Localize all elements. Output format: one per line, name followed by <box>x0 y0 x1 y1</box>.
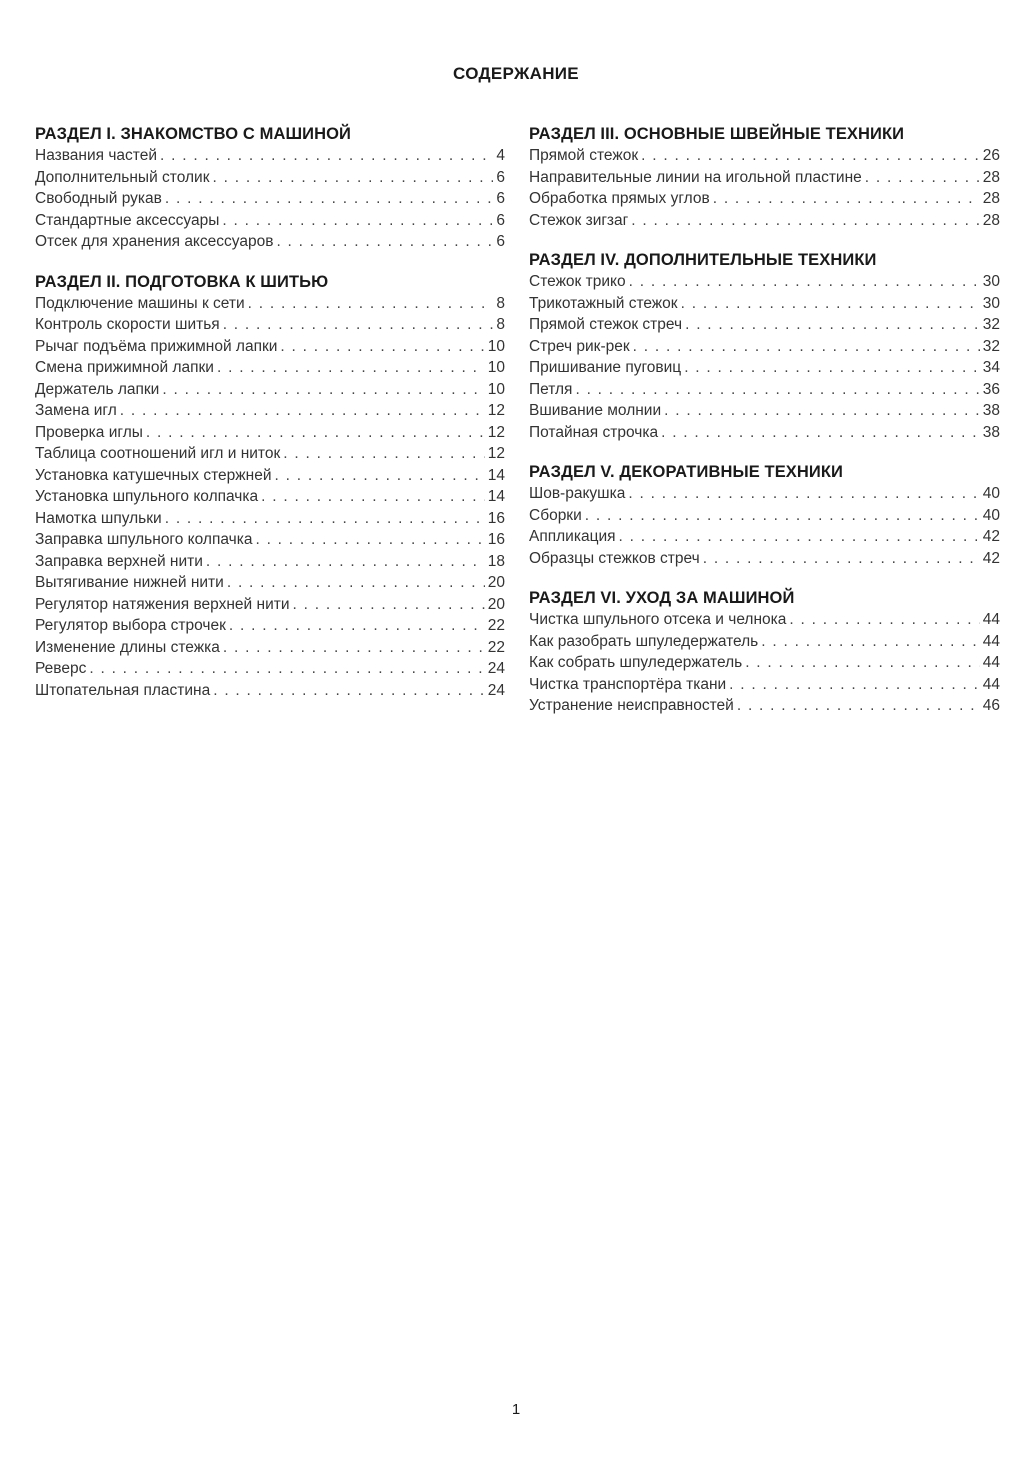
toc-entry-page: 4 <box>496 147 505 164</box>
toc-entry[interactable] <box>529 609 1000 631</box>
dot-leader <box>165 508 485 530</box>
toc-entry[interactable] <box>529 336 1000 358</box>
toc-entry-page: 12 <box>487 423 505 441</box>
toc-entry-page: 46 <box>982 697 1000 714</box>
toc-section <box>529 461 1000 569</box>
toc-entry-title: Прямой стежок стреч <box>529 316 683 333</box>
toc-entry-page: 12 <box>487 445 505 462</box>
toc-entry[interactable] <box>35 680 505 702</box>
section-heading: РАЗДЕЛ II. ПОДГОТОВКА К ШИТЬЮ <box>35 272 329 291</box>
toc-entry[interactable] <box>35 658 505 680</box>
toc-entry[interactable] <box>529 505 1000 527</box>
toc-entry-title: Установка шпульного колпачка <box>35 488 259 505</box>
toc-entry[interactable] <box>529 314 1000 336</box>
toc-entry-title: Проверка иглы <box>35 423 143 441</box>
toc-entry-page: 12 <box>487 402 505 419</box>
toc-entry[interactable] <box>529 548 1000 570</box>
toc-entry-title: Вшивание молнии <box>529 402 662 419</box>
toc-entry-title: Держатель лапки <box>35 380 160 398</box>
toc-entry-page: 36 <box>982 380 1000 398</box>
toc-entry-page: 20 <box>487 574 505 591</box>
toc-entry-page: 32 <box>982 337 1000 355</box>
dot-leader <box>628 483 979 505</box>
toc-entry-title: Названия частей <box>35 147 157 164</box>
toc-entry[interactable] <box>35 465 505 487</box>
toc-entry-page: 20 <box>487 595 505 613</box>
toc-entry-title: Стежок зигзаг <box>529 211 629 229</box>
toc-entry[interactable] <box>529 145 1000 167</box>
dot-leader <box>255 529 484 551</box>
toc-entry-page: 40 <box>982 506 1000 524</box>
toc-entry[interactable] <box>529 631 1000 653</box>
toc-entry-page: 18 <box>487 552 505 570</box>
dot-leader <box>585 505 980 527</box>
toc-entry-title: Контроль скорости шитья <box>35 316 220 333</box>
toc-entry-title: Замена игл <box>35 402 117 419</box>
toc-entry-title: Образцы стежков стреч <box>529 549 700 567</box>
dot-leader <box>293 594 485 616</box>
dot-leader <box>213 680 485 702</box>
toc-entry[interactable] <box>529 167 1000 189</box>
toc-entry-title: Регулятор натяжения верхней нити <box>35 595 290 613</box>
toc-entry-page: 24 <box>487 660 505 677</box>
toc-entry-title: Заправка верхней нити <box>35 552 203 570</box>
dot-leader <box>737 695 980 717</box>
dot-leader <box>641 145 980 167</box>
dot-leader <box>217 357 485 379</box>
toc-entry-title: Стреч рик-рек <box>529 337 630 355</box>
dot-leader <box>661 422 980 444</box>
toc-entry-page: 10 <box>487 359 505 376</box>
dot-leader <box>275 465 485 487</box>
dot-leader <box>120 400 485 422</box>
dot-leader <box>664 400 980 422</box>
toc-entry-title: Пришивание пуговиц <box>529 359 682 376</box>
toc-entry-title: Сборки <box>529 506 582 524</box>
toc-entry-page: 14 <box>487 488 505 505</box>
dot-leader <box>283 443 484 465</box>
toc-entry-title: Намотка шпульки <box>35 509 162 527</box>
toc-entry-page: 38 <box>982 423 1000 441</box>
toc-right-column <box>529 123 1000 735</box>
toc-entry-title: Установка катушечных стержней <box>35 466 272 484</box>
toc-entry[interactable] <box>35 637 505 659</box>
toc-entry-page: 28 <box>982 211 1000 229</box>
toc-entry-title: Таблица соотношений игл и ниток <box>35 445 281 462</box>
toc-entry-title: Свободный рукав <box>35 190 162 207</box>
toc-entry[interactable] <box>529 674 1000 696</box>
toc-section <box>529 587 1000 717</box>
toc-entry-title: Трикотажный стежок <box>529 294 678 312</box>
toc-entry-title: Петля <box>529 380 573 398</box>
toc-entry-title: Смена прижимной лапки <box>35 359 214 376</box>
toc-entry[interactable] <box>35 336 505 358</box>
dot-leader <box>223 637 485 659</box>
toc-entry-page: 44 <box>982 632 1000 650</box>
toc-entry[interactable] <box>529 210 1000 232</box>
dot-leader <box>162 379 484 401</box>
dot-leader <box>619 526 980 548</box>
toc-entry-title: Вытягивание нижней нити <box>35 574 224 591</box>
toc-entry-page: 42 <box>982 528 1000 545</box>
toc-entry-page: 8 <box>496 294 505 312</box>
section-heading: РАЗДЕЛ IV. ДОПОЛНИТЕЛЬНЫЕ ТЕХНИКИ <box>529 251 877 269</box>
toc-entry-title: Стежок трико <box>529 273 626 290</box>
section-heading: РАЗДЕЛ V. ДЕКОРАТИВНЫЕ ТЕХНИКИ <box>529 463 844 481</box>
toc-entry-title: Дополнительный столик <box>35 168 210 186</box>
toc-entry-page: 28 <box>982 190 1000 207</box>
toc-section <box>529 249 1000 443</box>
dot-leader <box>276 231 493 253</box>
section-heading: РАЗДЕЛ VI. УХОД ЗА МАШИНОЙ <box>529 589 795 607</box>
toc-entry[interactable] <box>529 526 1000 548</box>
toc-entry-title: Прямой стежок <box>529 147 639 164</box>
toc-entry[interactable] <box>35 551 505 573</box>
dot-leader <box>89 658 484 680</box>
toc-entry-page: 6 <box>496 211 505 229</box>
toc-entry-page: 24 <box>487 681 505 699</box>
toc-entry-title: Регулятор выбора строчек <box>35 617 226 634</box>
toc-entry-page: 44 <box>982 611 1000 628</box>
toc-entry-page: 6 <box>496 168 505 186</box>
toc-entry[interactable] <box>35 594 505 616</box>
toc-entry-title: Потайная строчка <box>529 423 659 441</box>
toc-entry-title: Отсек для хранения аксессуаров <box>35 233 274 250</box>
dot-leader <box>146 422 485 444</box>
toc-entry-title: Как разобрать шпуледержатель <box>529 632 759 650</box>
toc-entry[interactable] <box>529 483 1000 505</box>
toc-entry[interactable] <box>529 357 1000 379</box>
toc-entry-page: 32 <box>982 316 1000 333</box>
toc-entry[interactable] <box>35 188 505 210</box>
dot-leader <box>261 486 485 508</box>
toc-entry-page: 10 <box>487 380 505 398</box>
toc-entry-page: 30 <box>982 294 1000 312</box>
toc-entry-title: Подключение машины к сети <box>35 294 245 312</box>
page-number: 1 <box>511 1401 521 1418</box>
dot-leader <box>713 188 980 210</box>
toc-section <box>35 123 505 253</box>
toc-section <box>529 123 1000 231</box>
toc-entry-title: Шов-ракушка <box>529 485 626 502</box>
dot-leader <box>227 572 485 594</box>
toc-entry-page: 22 <box>487 617 505 634</box>
toc-entry-title: Как собрать шпуледержатель <box>529 654 743 671</box>
page-title: СОДЕРЖАНИЕ <box>453 64 579 83</box>
toc-entry-page: 30 <box>982 273 1000 290</box>
dot-leader <box>685 314 980 336</box>
dot-leader <box>729 674 980 696</box>
dot-leader <box>223 314 494 336</box>
toc-entry[interactable] <box>35 231 505 253</box>
dot-leader <box>165 188 493 210</box>
toc-entry[interactable] <box>35 379 505 401</box>
dot-leader <box>229 615 485 637</box>
dot-leader <box>681 293 980 315</box>
toc-entry[interactable] <box>35 145 505 167</box>
toc-section <box>35 271 505 702</box>
toc-entry[interactable] <box>35 486 505 508</box>
dot-leader <box>160 145 493 167</box>
toc-entry-page: 40 <box>982 485 1000 502</box>
toc-entry-title: Устранение неисправностей <box>529 697 734 714</box>
toc-entry-title: Направительные линии на игольной пластине <box>529 168 862 186</box>
toc-entry-title: Чистка шпульного отсека и челнока <box>529 611 787 628</box>
toc-entry-page: 42 <box>982 549 1000 567</box>
dot-leader <box>629 271 980 293</box>
toc-entry-title: Заправка шпульного колпачка <box>35 531 253 548</box>
dot-leader <box>248 293 494 315</box>
toc-entry[interactable] <box>529 400 1000 422</box>
toc-entry[interactable] <box>35 529 505 551</box>
toc-entry[interactable] <box>35 572 505 594</box>
toc-entry-title: Аппликация <box>529 528 616 545</box>
toc-entry-page: 8 <box>496 316 505 333</box>
toc-entry-page: 14 <box>487 466 505 484</box>
toc-entry-page: 26 <box>982 147 1000 164</box>
toc-entry[interactable] <box>35 210 505 232</box>
toc-entry[interactable] <box>529 188 1000 210</box>
toc-left-column <box>35 123 505 719</box>
toc-entry-title: Рычаг подъёма прижимной лапки <box>35 337 278 355</box>
dot-leader <box>280 336 484 358</box>
toc-entry-page: 16 <box>487 531 505 548</box>
toc-entry-page: 10 <box>487 337 505 355</box>
toc-entry-page: 22 <box>487 638 505 656</box>
toc-entry-title: Изменение длины стежка <box>35 638 220 656</box>
toc-entry-page: 34 <box>982 359 1000 376</box>
dot-leader <box>684 357 980 379</box>
toc-entry-page: 28 <box>982 168 1000 186</box>
toc-entry[interactable] <box>35 508 505 530</box>
dot-leader <box>206 551 485 573</box>
dot-leader <box>631 210 979 232</box>
toc-entry[interactable] <box>529 652 1000 674</box>
dot-leader <box>633 336 980 358</box>
dot-leader <box>865 167 980 189</box>
toc-entry[interactable] <box>529 695 1000 717</box>
dot-leader <box>745 652 980 674</box>
toc-entry-page: 6 <box>496 190 505 207</box>
toc-entry-page: 6 <box>496 233 505 250</box>
toc-entry[interactable] <box>35 400 505 422</box>
toc-entry[interactable] <box>35 357 505 379</box>
section-heading: РАЗДЕЛ I. ЗНАКОМСТВО С МАШИНОЙ <box>35 125 352 143</box>
toc-entry[interactable] <box>35 422 505 444</box>
toc-entry[interactable] <box>529 271 1000 293</box>
toc-entry-title: Штопательная пластина <box>35 681 211 699</box>
toc-entry[interactable] <box>35 167 505 189</box>
toc-entry-page: 44 <box>982 654 1000 671</box>
toc-entry-title: Чистка транспортёра ткани <box>529 675 727 693</box>
toc-entry[interactable] <box>529 379 1000 401</box>
toc-entry[interactable] <box>35 314 505 336</box>
toc-entry[interactable] <box>529 422 1000 444</box>
toc-entry[interactable] <box>35 293 505 315</box>
toc-entry[interactable] <box>35 615 505 637</box>
toc-entry-page: 44 <box>982 675 1000 693</box>
dot-leader <box>575 379 979 401</box>
toc-entry-title: Обработка прямых углов <box>529 190 710 207</box>
toc-entry-title: Реверс <box>35 660 87 677</box>
dot-leader <box>222 210 493 232</box>
toc-entry[interactable] <box>529 293 1000 315</box>
dot-leader <box>761 631 979 653</box>
section-heading: РАЗДЕЛ III. ОСНОВНЫЕ ШВЕЙНЫЕ ТЕХНИКИ <box>529 125 905 143</box>
toc-entry-title: Стандартные аксессуары <box>35 211 220 229</box>
toc-entry-page: 38 <box>982 402 1000 419</box>
dot-leader <box>703 548 980 570</box>
toc-entry[interactable] <box>35 443 505 465</box>
dot-leader <box>212 167 493 189</box>
toc-entry-page: 16 <box>487 509 505 527</box>
dot-leader <box>789 609 979 631</box>
